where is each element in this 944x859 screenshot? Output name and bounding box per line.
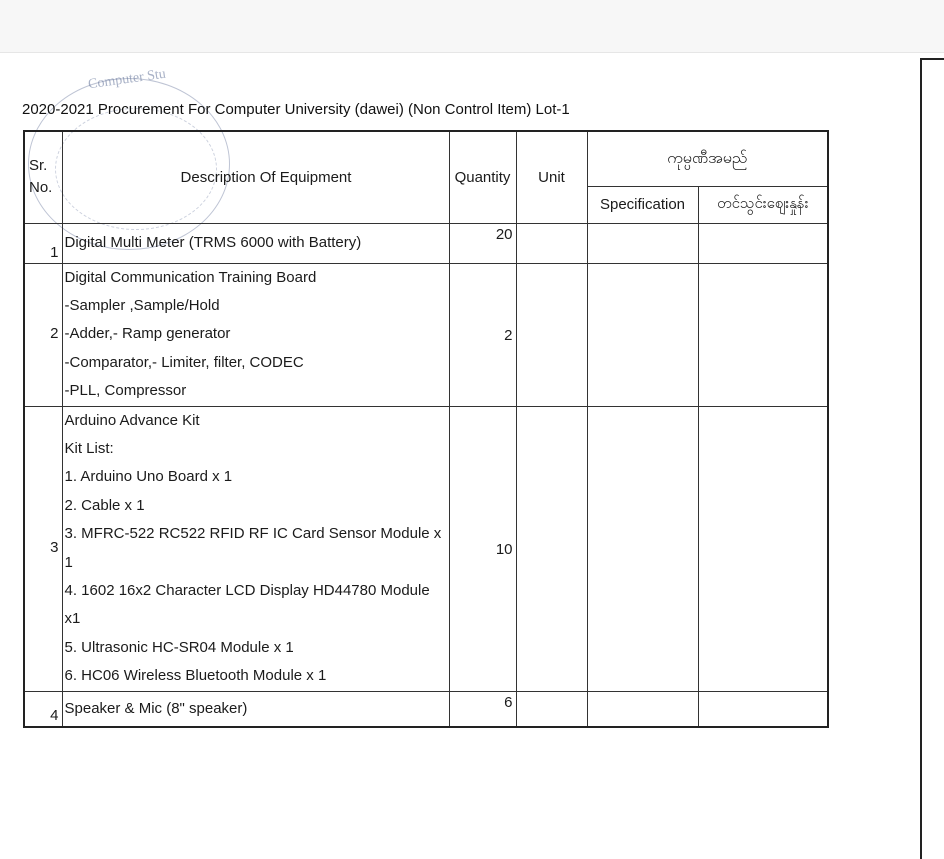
official-stamp-text: Computer Stu xyxy=(87,66,167,93)
top-band xyxy=(0,0,944,53)
description-line: 1. Arduino Uno Board x 1 xyxy=(64,468,233,486)
header-sr-no xyxy=(24,131,62,223)
row-price-quote xyxy=(698,223,828,263)
table-row xyxy=(24,691,828,727)
row-price-quote xyxy=(698,406,828,691)
header-price-quote: တင်သွင်းဈေးနှုန်း xyxy=(698,186,828,223)
row-number: 4 xyxy=(24,691,62,727)
description-line: x1 xyxy=(64,610,81,628)
row-quantity: 10 xyxy=(449,406,516,691)
header-offer-group: ကုမ္ပဏီအမည် xyxy=(587,131,828,186)
row-number: 3 xyxy=(24,406,62,691)
description-line: Kit List: xyxy=(64,439,114,457)
header-sr-line1: Sr. xyxy=(29,157,48,175)
description-line: -Adder,- Ramp generator xyxy=(64,325,231,343)
row-specification xyxy=(587,263,698,406)
description-line: Speaker & Mic (8" speaker) xyxy=(64,699,248,717)
header-sr-line2: No. xyxy=(29,179,53,197)
row-specification xyxy=(587,691,698,727)
row-quantity: 20 xyxy=(449,223,516,263)
description-line: 6. HC06 Wireless Bluetooth Module x 1 xyxy=(64,667,327,685)
row-unit xyxy=(516,263,587,406)
description-line: 2. Cable x 1 xyxy=(64,496,145,514)
description-line: 1 xyxy=(64,553,73,571)
header-quantity: Quantity xyxy=(449,131,516,223)
description-line: Arduino Advance Kit xyxy=(64,411,200,429)
row-number: 1 xyxy=(24,223,62,263)
header-specification: Specification xyxy=(587,186,698,223)
description-line: 5. Ultrasonic HC-SR04 Module x 1 xyxy=(64,638,294,656)
row-description xyxy=(62,223,449,263)
row-description xyxy=(62,406,449,691)
row-unit xyxy=(516,691,587,727)
document-title: 2020-2021 Procurement For Computer University (dawei) (Non Control Item) Lot-1 xyxy=(22,101,570,118)
description-line: -Sampler ,Sample/Hold xyxy=(64,296,220,314)
table-row xyxy=(24,406,828,691)
row-specification xyxy=(587,223,698,263)
row-quantity: 2 xyxy=(449,263,516,406)
procurement-table xyxy=(23,130,829,728)
description-line: Digital Communication Training Board xyxy=(64,268,317,286)
row-price-quote xyxy=(698,691,828,727)
row-description xyxy=(62,691,449,727)
table-row xyxy=(24,223,828,263)
row-unit xyxy=(516,223,587,263)
row-price-quote xyxy=(698,263,828,406)
row-unit xyxy=(516,406,587,691)
header-row-1 xyxy=(24,131,828,186)
description-line: 4. 1602 16x2 Character LCD Display HD44780 Module xyxy=(64,581,430,599)
description-line: Digital Multi Meter (TRMS 6000 with Battery) xyxy=(64,233,362,251)
header-unit: Unit xyxy=(516,131,587,223)
page-edge xyxy=(920,58,944,859)
header-description: Description Of Equipment xyxy=(62,131,449,223)
row-quantity: 6 xyxy=(449,691,516,727)
description-line: -Comparator,- Limiter, filter, CODEC xyxy=(64,353,304,371)
row-number: 2 xyxy=(24,263,62,406)
description-line: -PLL, Compressor xyxy=(64,382,187,400)
table-row xyxy=(24,263,828,406)
row-specification xyxy=(587,406,698,691)
row-description xyxy=(62,263,449,406)
description-line: 3. MFRC-522 RC522 RFID RF IC Card Sensor Module x xyxy=(64,525,442,543)
